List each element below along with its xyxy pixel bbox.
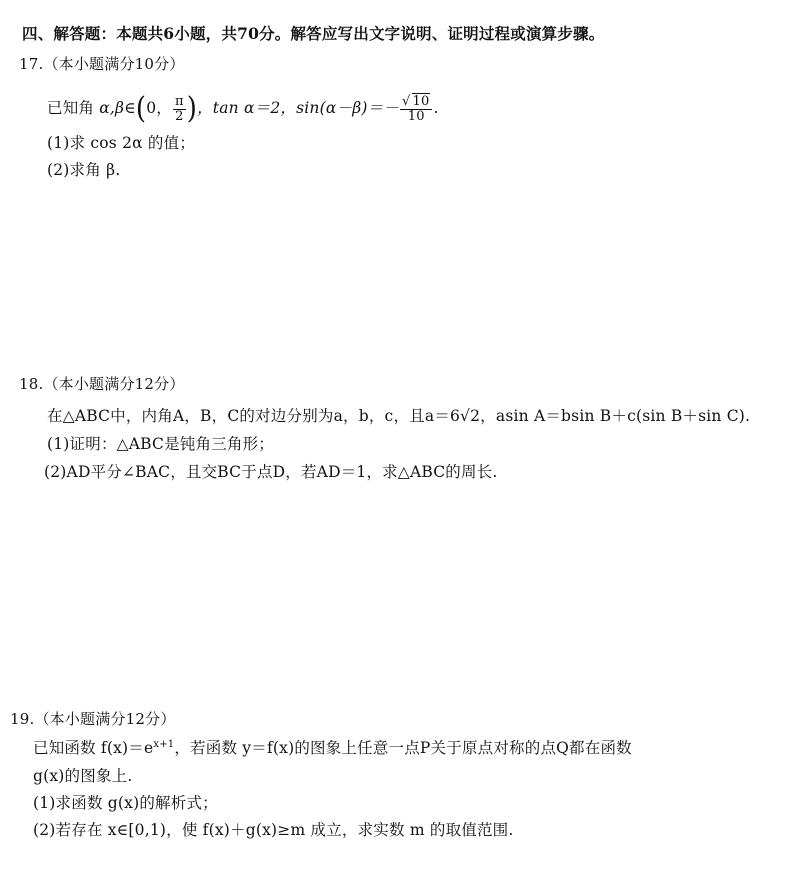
q18-stem: 在△ABC中，内角A，B，C的对边分别为a，b，c，且a＝6√2，asin A＝bsin B＋c(sin B＋sin C). [47, 407, 751, 425]
q17-pi-num: π [175, 93, 184, 109]
q18-title: 18.（本小题满分12分） [19, 375, 185, 393]
q18-part1: (1)证明：△ABC是钝角三角形； [47, 435, 275, 453]
q17-frac-den: 10 [407, 108, 425, 124]
q17-part2: (2)求角 β. [47, 161, 121, 179]
q17-frac-num: √ 10 [400, 95, 432, 110]
q19-part2: (2)若存在 x∈[0,1)，使 f(x)＋g(x)≥m 成立，求实数 m 的取值范围. [33, 821, 514, 839]
q17-part1: (1)求 cos 2α 的值； [47, 134, 196, 152]
q19-exponent: x+1 [153, 738, 175, 750]
q19-stem1-b: ，若函数 y＝f(x)的图象上任意一点P关于原点对称的点Q都在函数 [174, 739, 632, 757]
q17-stem [47, 91, 439, 127]
q19-stem-line2: g(x)的图象上. [33, 767, 133, 785]
q17-open-paren: ( [135, 91, 147, 127]
q17-sqrt-fraction [400, 95, 432, 124]
q18-part2: (2)AD平分∠BAC，且交BC于点D，若AD＝1，求△ABC的周长. [44, 463, 498, 481]
q17-stem-end: . [433, 99, 439, 117]
q17-stem-vars: α,β∈ [99, 99, 136, 117]
q17-title: 17.（本小题满分10分） [19, 55, 185, 73]
q17-zero: 0， [146, 99, 172, 117]
section-heading: 四、解答题：本题共6小题，共70分。解答应写出文字说明、证明过程或演算步骤。 [22, 24, 605, 43]
q17-pi-den: 2 [175, 108, 184, 124]
q17-close-paren: ) [186, 91, 198, 127]
q17-pi-fraction [173, 95, 186, 124]
q19-part1: (1)求函数 g(x)的解析式； [33, 794, 218, 812]
q19-stem1-a: 已知函数 f(x)＝e [33, 739, 154, 757]
q17-stem-prefix: 已知角 [47, 99, 95, 117]
q19-title: 19.（本小题满分12分） [10, 710, 176, 728]
q19-stem-line1 [33, 738, 632, 758]
q17-stem-mid: ，tan α＝2，sin(α－β)＝－ [197, 99, 400, 117]
